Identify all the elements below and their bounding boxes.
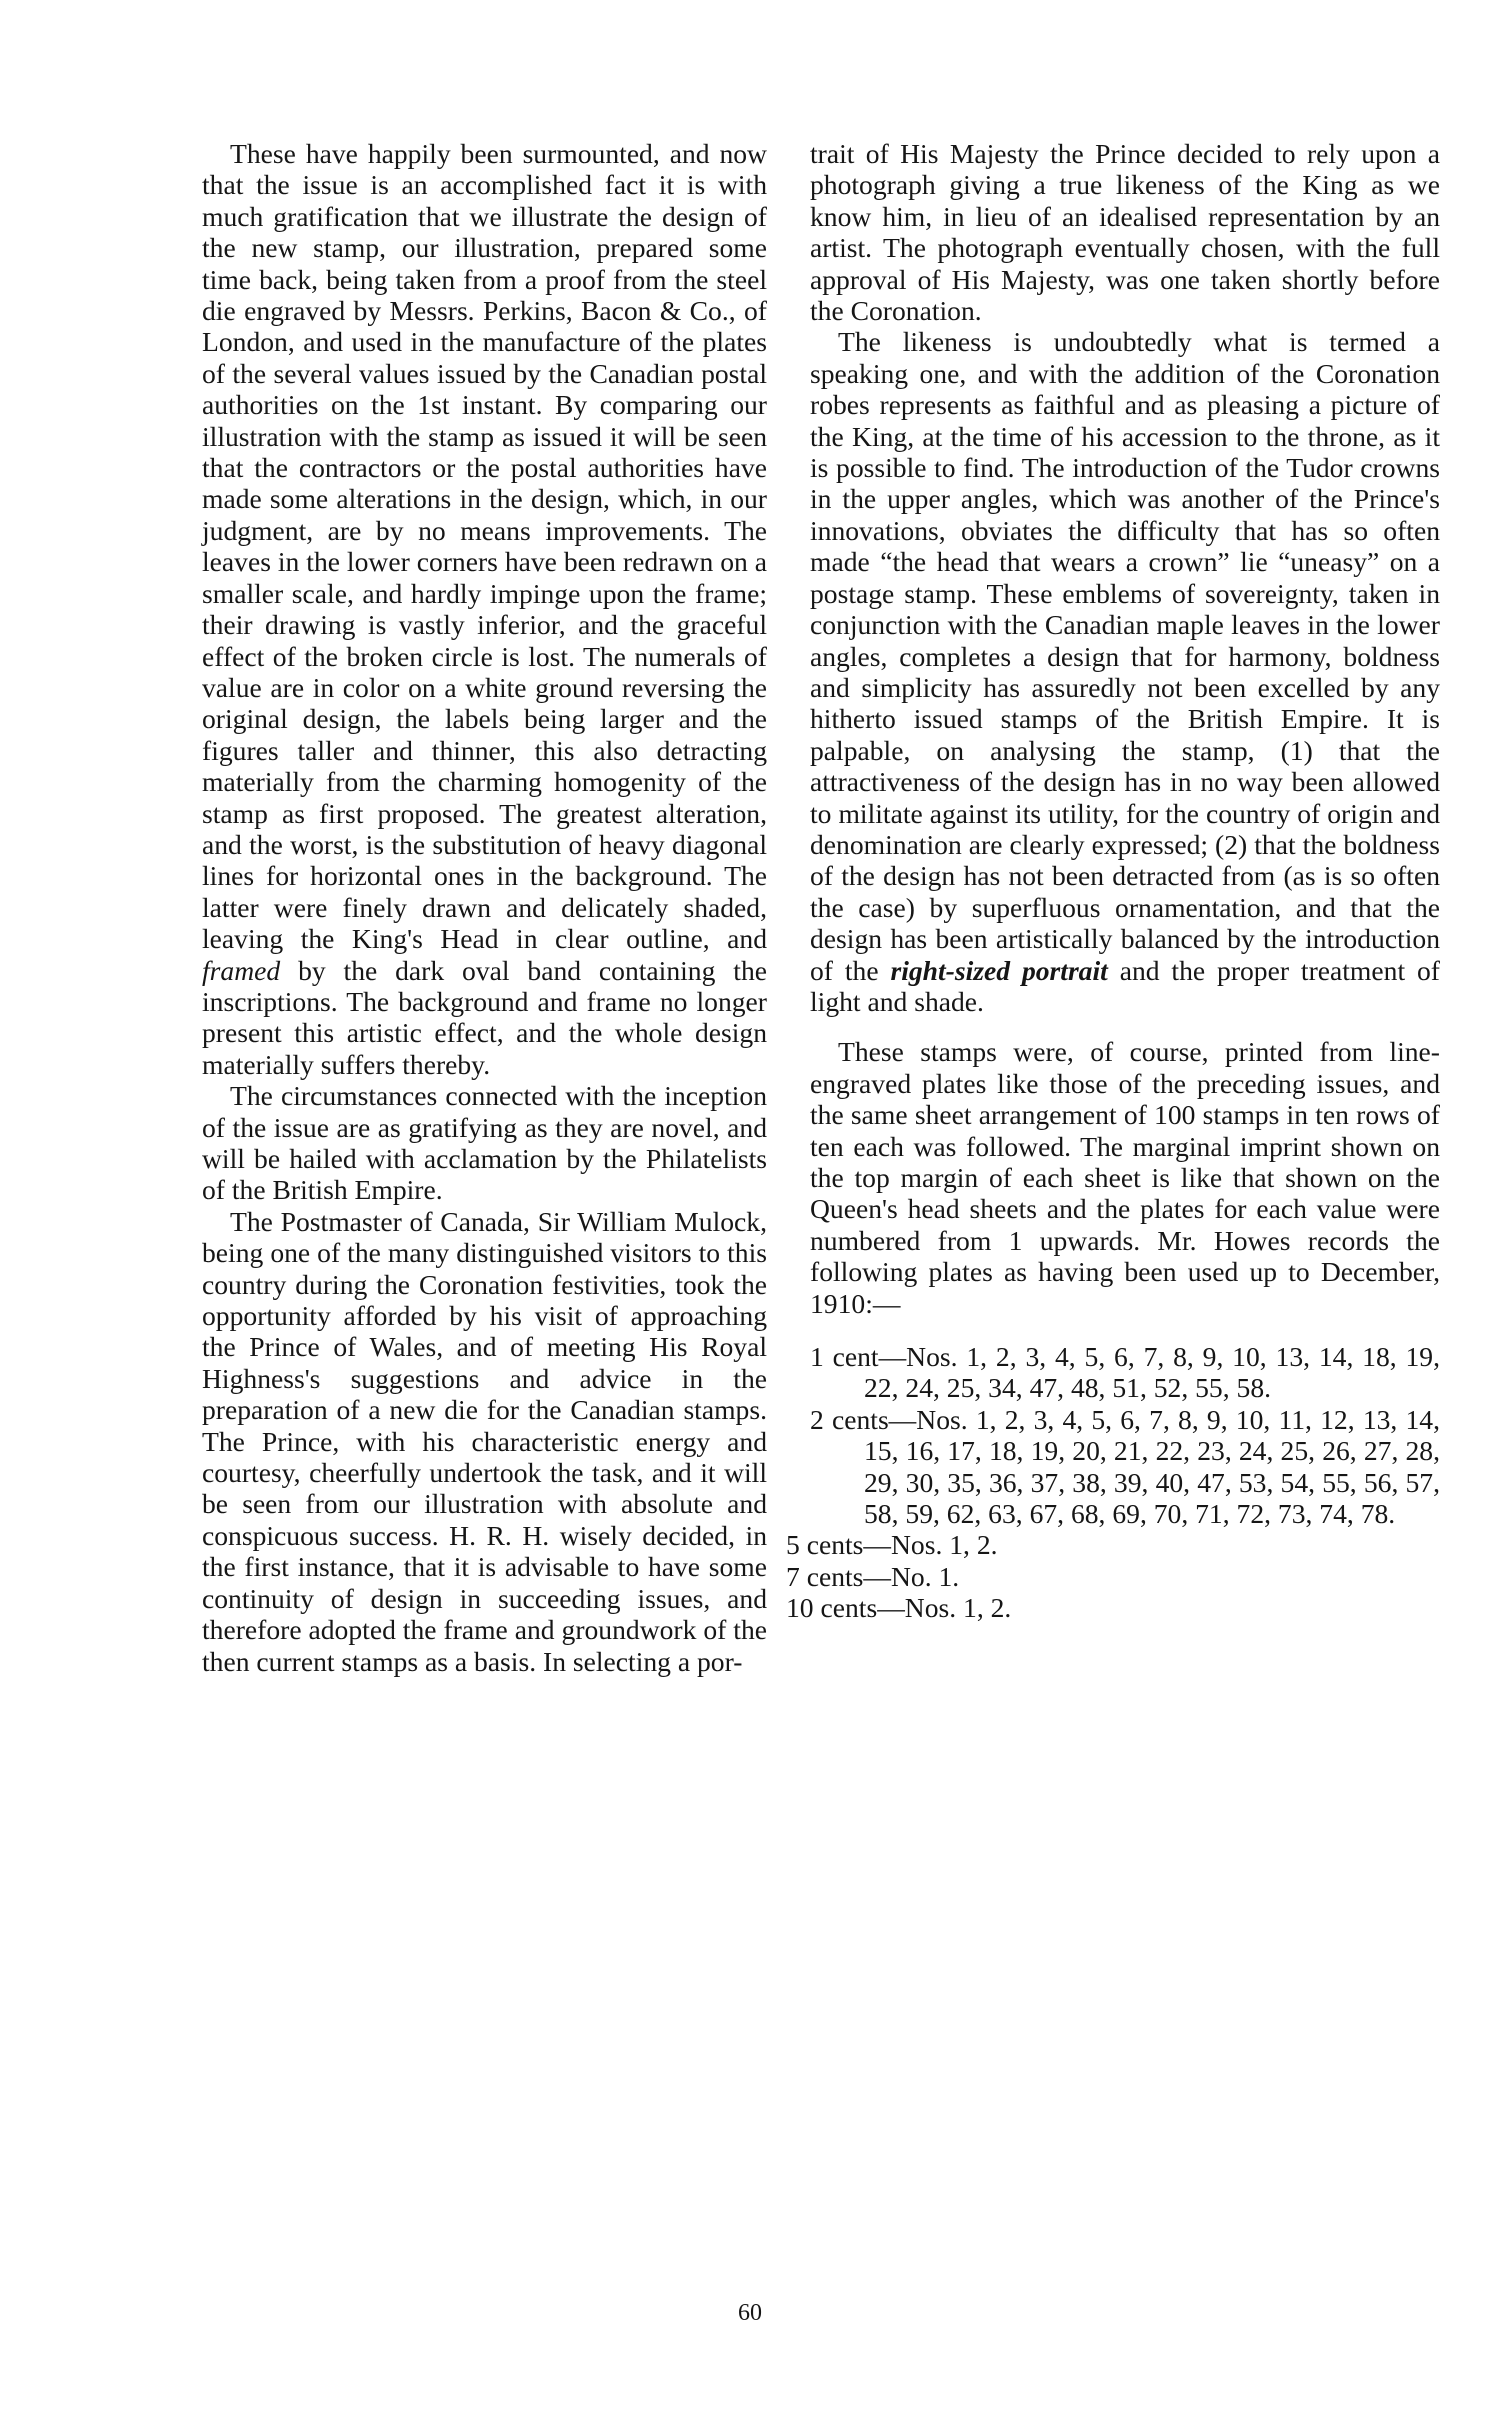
paragraph-text: These have happily been surmounted, and now that the issue is an accomplished fact it is with much gratification that we illustrate the design of the new stamp, our illustration, prepared some time back, being taken from a proof from the steel die engraved by Messrs. Perkins, Bacon & Co., of London, and used in the manufacture of the plates of the several values issued by the Canadian postal authorities on the 1st instant. By comparing our illustration with the stamp as issued it will be seen that the contractors or the postal authorities have made some alterations in the design, which, in our judgment, are by no means improvements. The leaves in the lower corners have been redrawn on a smaller scale, and hardly impinge upon the frame; their drawing is vastly inferior, and the graceful effect of the broken circle is lost. The numerals of value are in color on a white ground reversing the original design, the labels being larger and the figures taller and thinner, this also detracting materially from the charming homogenity of the stamp as first proposed. The greatest alteration, and the worst, is the substitution of heavy diagonal lines for horizontal ones in the background. The latter were finely drawn and delicately shaded, leaving the King's Head in clear outline, and <box>202 138 767 955</box>
page-number: 60 <box>738 2300 762 2326</box>
emphasis-text: right-sized portrait <box>890 954 1108 986</box>
emphasis-text: framed <box>202 954 281 986</box>
paragraph <box>202 138 767 1080</box>
plate-entry: 5 cents—Nos. 1, 2. <box>786 1529 998 1561</box>
paragraph-text: The likeness is undoubtedly what is termed a speaking one, and with the addition of the Coronation robes represents as faithful and as pleasing a picture of the King, at the time of his accession to the throne, as it is possible to find. The introduction of the Tudor crowns in the upper angles, which was another of the Prince's innovations, obviates the difficulty that has so often made “the head that wears a crown” lie “uneasy” on a postage stamp. These emblems of sovereignty, taken in conjunction with the Canadian maple leaves in the lower angles, completes a design that for harmony, boldness and simplicity has assuredly not been excelled by any hitherto issued stamps of the British Empire. It is palpable, on analysing the stamp, (1) that the attractiveness of the design has in no way been allowed to militate against its utility, for the country of origin and denomination are clearly expressed; (2) that the boldness of the design has not been detracted from (as is so often the case) by superfluous ornamentation, and that the design has been artistically balanced by the introduction of the <box>810 326 1440 986</box>
paragraph <box>810 326 1440 1017</box>
plate-entry: 2 cents—Nos. 1, 2, 3, 4, 5, 6, 7, 8, 9, 10, 11, 12, 13, 14, 15, 16, 17, 18, 19, 20, 21, 22, 23, 24, 25, 26, 27, 28, 29, 30, 35, 36, 37, 38, 39, 40, 47, 53, 54, 55, 56, 57, 58, 59, 62, 63, 67, 68, 69, 70, 71, 72, 73, 74, 78. <box>810 1403 1440 1530</box>
plate-list <box>786 1341 1440 1624</box>
paragraph: The circumstances connected with the inception of the issue are as gratifying as they are novel, and will be hailed with acclamation by the Philatelists of the British Empire. <box>202 1080 767 1206</box>
paragraph-text: and the proper treatment of light and shade. <box>810 954 1440 1017</box>
left-column <box>202 138 767 1677</box>
paragraph-text: by the dark oval band containing the inscriptions. The background and frame no longer present this artistic effect, and the whole design materially suffers thereby. <box>202 954 767 1080</box>
plate-entry: 1 cent—Nos. 1, 2, 3, 4, 5, 6, 7, 8, 9, 10, 13, 14, 18, 19, 22, 24, 25, 34, 47, 48, 51, 52, 55, 58. <box>810 1341 1440 1404</box>
right-column <box>786 138 1440 1624</box>
plate-entry: 10 cents—Nos. 1, 2. <box>786 1592 1012 1624</box>
paragraph: trait of His Majesty the Prince decided to rely upon a photograph giving a true likeness of the King as we know him, in lieu of an idealised representation by an artist. The photograph eventually chosen, with the full approval of His Majesty, was one taken shortly before the Coronation. <box>810 138 1440 327</box>
plate-entry: 7 cents—No. 1. <box>786 1560 960 1592</box>
paragraph: These stamps were, of course, printed from line-engraved plates like those of the preceding issues, and the same sheet arrangement of 100 stamps in ten rows of ten each was followed. The marginal imprint shown on the top margin of each sheet is like that shown on the Queen's head sheets and the plates for each value were numbered from 1 upwards. Mr. Howes records the following plates as having been used up to December, 1910:— <box>810 1036 1440 1319</box>
paragraph: The Postmaster of Canada, Sir William Mulock, being one of the many distinguished visitors to this country during the Coronation festivities, took the opportunity afforded by his visit of approaching the Prince of Wales, and of meeting His Royal Highness's suggestions and advice in the preparation of a new die for the Canadian stamps. The Prince, with his characteristic energy and courtesy, cheerfully undertook the task, and it will be seen from our illustration with absolute and conspicuous success. H. R. H. wisely decided, in the first instance, that it is advisable to have some continuity of design in succeeding issues, and therefore adopted the frame and groundwork of the then current stamps as a basis. In selecting a por- <box>202 1205 767 1677</box>
